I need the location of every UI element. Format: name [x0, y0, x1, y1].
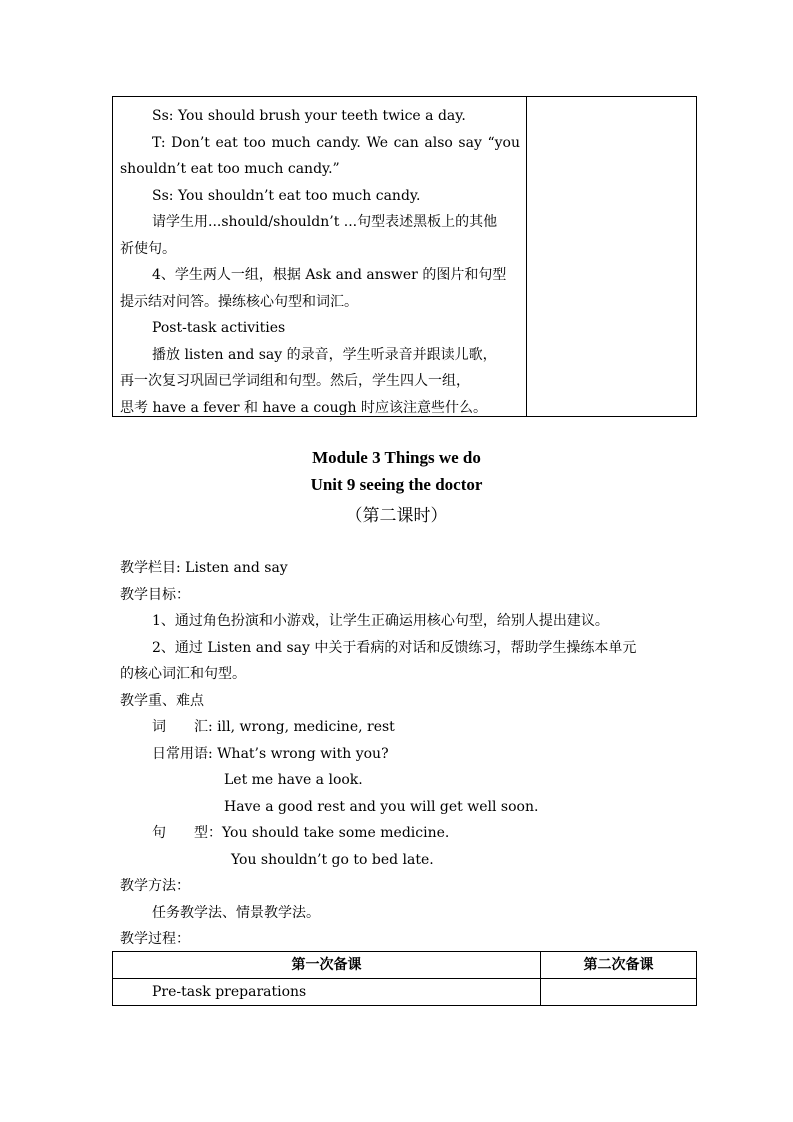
text-line: 教学过程：: [120, 931, 190, 947]
text-line: 提示结对问答。操练核心句型和词汇。: [120, 293, 358, 310]
text-line: T: Don’t eat too much candy. We can also say “you: [152, 134, 520, 151]
text-line: Let me have a look.: [224, 772, 363, 788]
teaching-process-table: [112, 951, 697, 1006]
text-line: 2、通过 Listen and say 中关于看病的对话和反馈练习，帮助学生操练本单元: [152, 639, 637, 656]
text-line: 的核心词汇和句型。: [120, 666, 246, 682]
text-line: 词 汇: ill, wrong, medicine, rest: [152, 719, 395, 735]
text-line: 请学生用...should/shouldn’t ...句型表述黑板上的其他: [152, 214, 498, 230]
text-line: 思考 have a fever 和 have a cough 时应该注意些什么。: [120, 399, 488, 416]
text-line: 教学目标：: [120, 586, 190, 603]
text-line: Ss: You shouldn’t eat too much candy.: [152, 187, 421, 204]
module-title: Module 3 Things we do: [312, 448, 481, 467]
text-line: You shouldn’t go to bed late.: [231, 851, 434, 868]
text-line: 祈使句。: [120, 240, 176, 257]
table-row: [113, 979, 696, 1006]
text-line: 播放 listen and say 的录音，学生听录音并跟读儿歌，: [152, 346, 497, 363]
lesson-plan-table-continued: [112, 96, 697, 417]
text-line: Post-task activities: [152, 320, 286, 336]
unit-title: Unit 9 seeing the doctor: [310, 475, 483, 494]
text-line: 教学栏目: Listen and say: [120, 560, 288, 576]
text-line: Have a good rest and you will get well soon.: [224, 798, 539, 815]
cell-pre-task: Pre-task preparations: [113, 979, 541, 1006]
text-line: 4、学生两人一组，根据 Ask and answer 的图片和句型: [152, 267, 507, 283]
text-line: 再一次复习巩固已学词组和句型。然后，学生四人一组，: [120, 373, 470, 389]
period-title: （第二课时）: [345, 506, 448, 526]
header-second-prep: 第二次备课: [583, 957, 654, 973]
text-line: 1、通过角色扮演和小游戏，让学生正确运用核心句型，给别人提出建议。: [152, 613, 609, 629]
text-line: 日常用语: What’s wrong with you?: [152, 745, 389, 762]
text-line: 句 型：You should take some medicine.: [152, 825, 450, 841]
text-line: Ss: You should brush your teeth twice a day.: [152, 108, 466, 124]
text-line: 教学重、难点: [120, 692, 204, 709]
text-line: 任务教学法、情景教学法。: [152, 904, 320, 921]
cell-empty: [541, 979, 696, 1006]
text-line: shouldn’t eat too much candy.”: [120, 161, 340, 177]
header-first-prep: 第一次备课: [113, 952, 541, 978]
table-cell-second-prep: [527, 97, 696, 416]
table-cell-first-prep: [113, 97, 527, 416]
table-header-row: [113, 952, 696, 979]
text-line: 教学方法：: [120, 878, 190, 894]
lesson-plan-body: [120, 555, 680, 953]
